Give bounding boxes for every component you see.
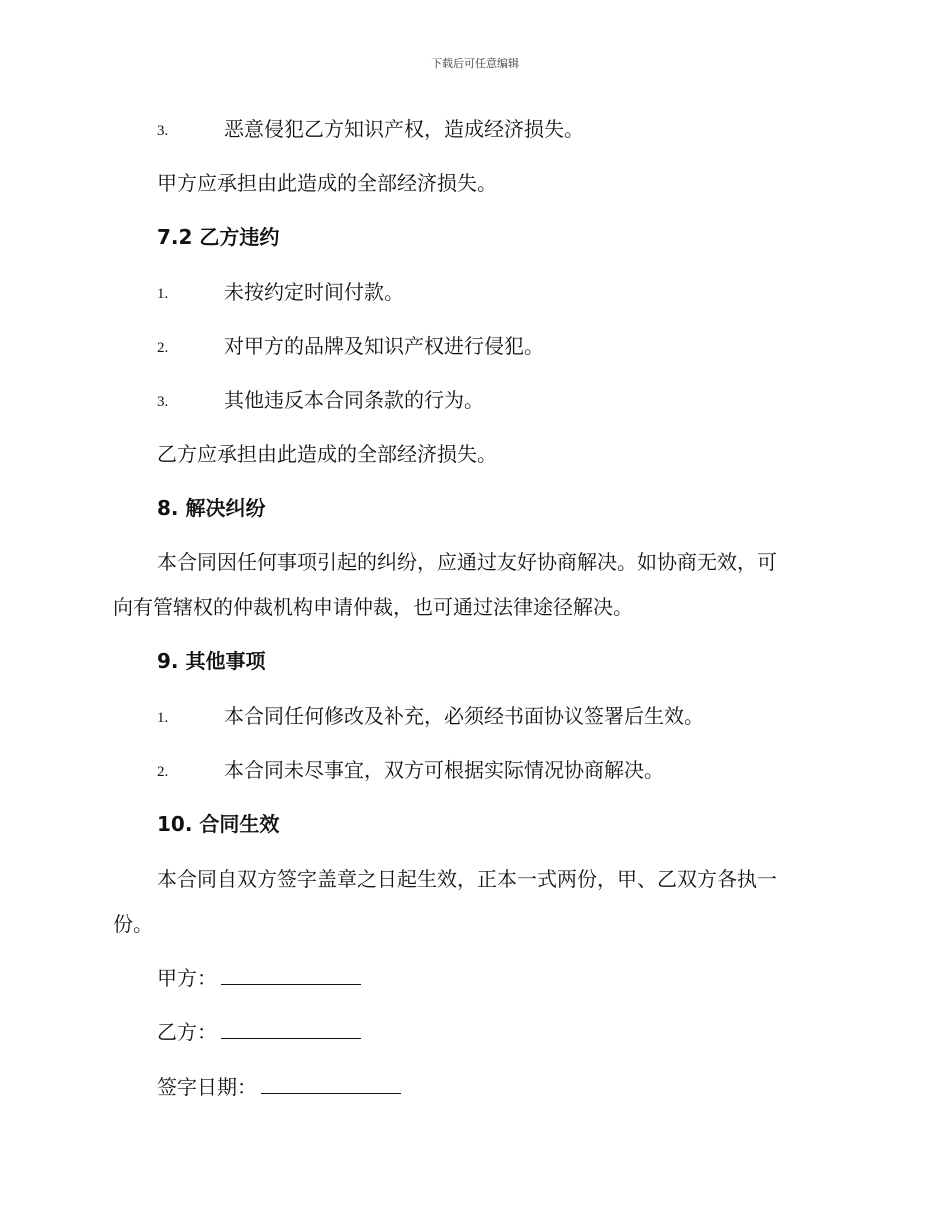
- signature-party-a: [157, 963, 361, 993]
- list-number: 3.: [157, 123, 169, 139]
- signature-label: 乙方：: [157, 1020, 217, 1044]
- signature-blank: [221, 1020, 361, 1039]
- paragraph-line: 向有管辖权的仲裁机构申请仲裁，也可通过法律途径解决。: [113, 595, 633, 619]
- list-number: 2.: [157, 340, 169, 356]
- list-number: 1.: [157, 286, 169, 302]
- section-heading: 10. 合同生效: [157, 812, 280, 836]
- paragraph: 乙方应承担由此造成的全部经济损失。: [157, 442, 497, 466]
- list-number: 2.: [157, 764, 169, 780]
- list-number: 3.: [157, 394, 169, 410]
- signature-blank: [221, 966, 361, 985]
- list-text: 其他违反本合同条款的行为。: [224, 388, 484, 412]
- section-heading: 7.2 乙方违约: [157, 225, 280, 249]
- section-heading: 8. 解决纠纷: [157, 496, 266, 520]
- list-text: 恶意侵犯乙方知识产权，造成经济损失。: [224, 117, 584, 141]
- list-text: 未按约定时间付款。: [224, 280, 404, 304]
- list-number: 1.: [157, 710, 169, 726]
- paragraph-line: 份。: [113, 912, 153, 936]
- paragraph-line: 本合同因任何事项引起的纠纷，应通过友好协商解决。如协商无效，可: [157, 550, 777, 574]
- signature-party-b: [157, 1017, 361, 1047]
- page-header: 下载后可任意编辑: [431, 57, 519, 70]
- section-heading: 9. 其他事项: [157, 649, 266, 673]
- signature-blank: [261, 1075, 401, 1094]
- signature-label: 签字日期：: [157, 1075, 257, 1099]
- paragraph-line: 本合同自双方签字盖章之日起生效，正本一式两份，甲、乙双方各执一: [157, 867, 777, 891]
- paragraph: 甲方应承担由此造成的全部经济损失。: [157, 171, 497, 195]
- list-text: 对甲方的品牌及知识产权进行侵犯。: [224, 334, 544, 358]
- signature-label: 甲方：: [157, 966, 217, 990]
- signature-date: [157, 1072, 401, 1102]
- list-text: 本合同未尽事宜，双方可根据实际情况协商解决。: [224, 758, 664, 782]
- list-text: 本合同任何修改及补充，必须经书面协议签署后生效。: [224, 704, 704, 728]
